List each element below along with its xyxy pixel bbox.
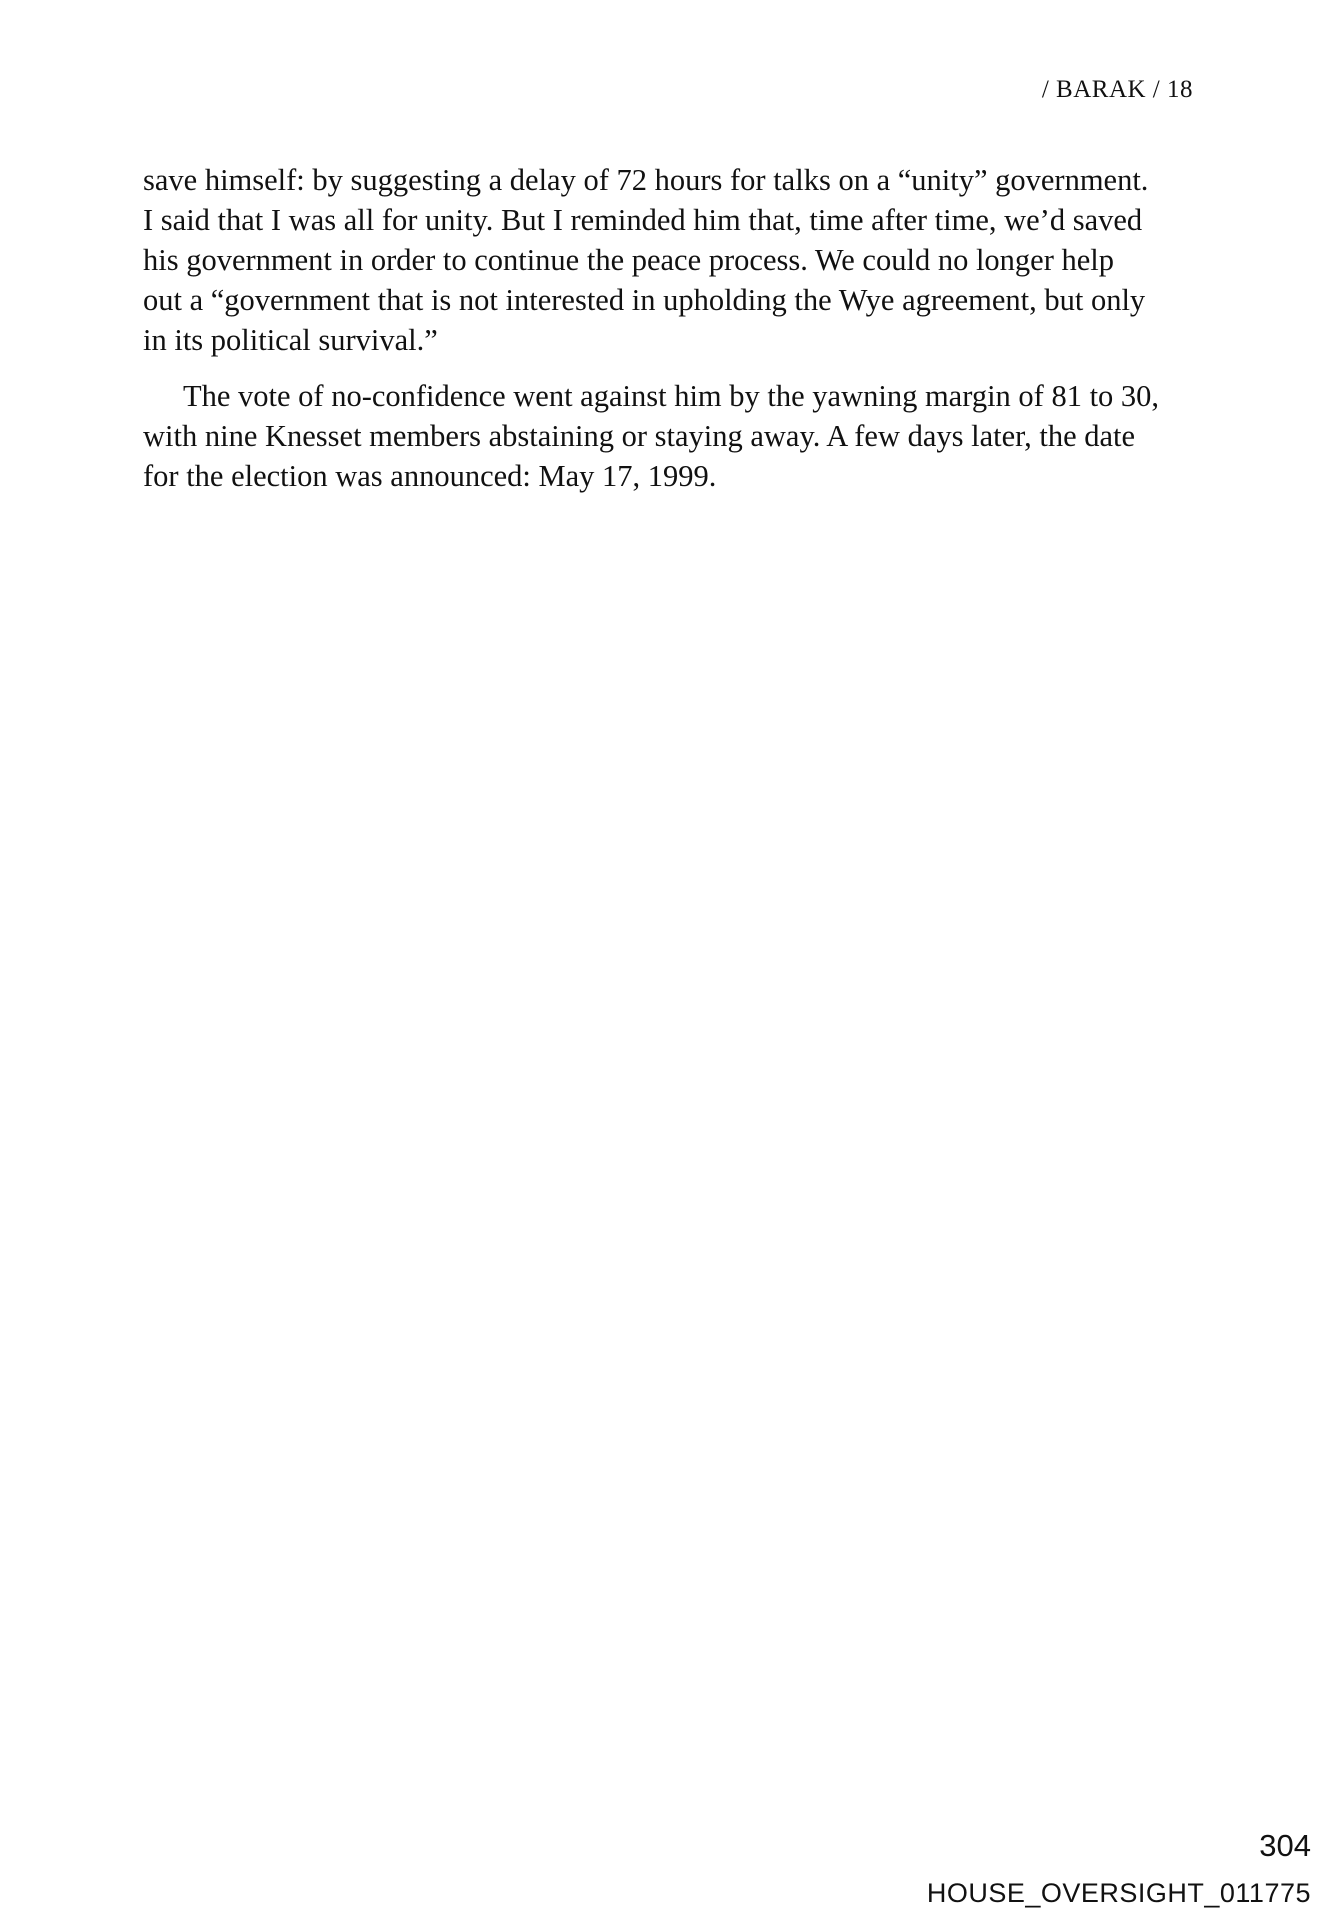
paragraph-2 [143, 376, 1195, 496]
paragraph-line: out a “government that is not interested in upholding the Wye agreement, but only [143, 283, 1146, 317]
paragraph-line: save himself: by suggesting a delay of 72 hours for talks on a “unity” government. [143, 163, 1149, 197]
body-text [143, 160, 1195, 496]
paragraph-line: his government in order to continue the peace process. We could no longer help [143, 243, 1114, 277]
bates-stamp: HOUSE_OVERSIGHT_011775 [926, 1878, 1311, 1908]
paragraph-line: The vote of no-confidence went against him by the yawning margin of 81 to 30, [183, 379, 1160, 413]
paragraph-line: with nine Knesset members abstaining or staying away. A few days later, the date [143, 419, 1136, 453]
page-number: 304 [1259, 1828, 1311, 1863]
paragraph-line: I said that I was all for unity. But I reminded him that, time after time, we’d saved [143, 203, 1143, 237]
paragraph-line: in its political survival.” [143, 323, 438, 357]
paragraph-line: for the election was announced: May 17, 1999. [143, 459, 717, 493]
paragraph-1 [143, 160, 1195, 360]
running-header: / BARAK / 18 [1041, 76, 1193, 103]
